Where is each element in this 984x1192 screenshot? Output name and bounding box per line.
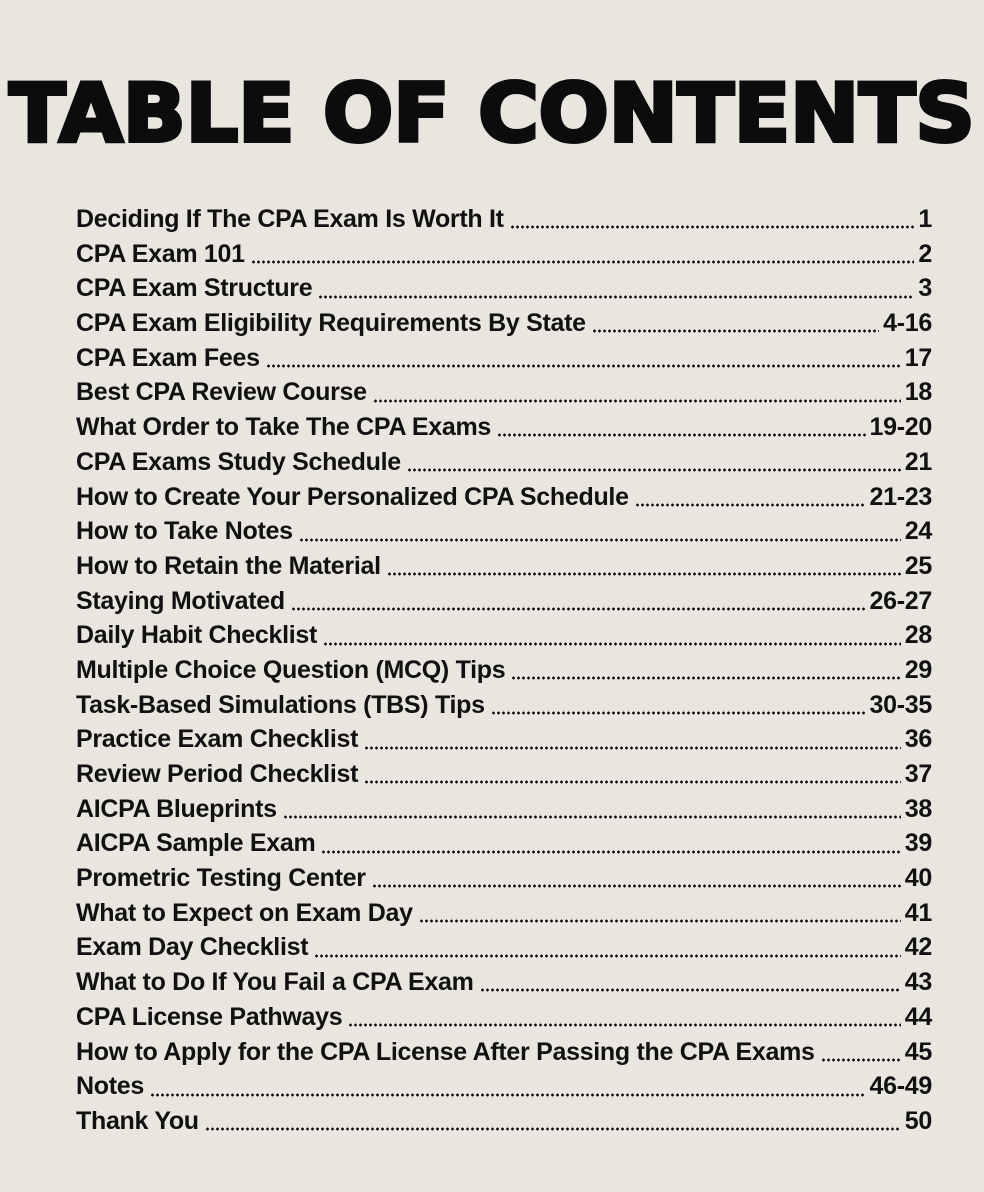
toc-entry-label: Staying Motivated	[76, 586, 285, 615]
toc-entry[interactable]	[76, 1104, 932, 1139]
toc-entry[interactable]	[76, 722, 932, 757]
toc-entry[interactable]	[76, 549, 932, 584]
toc-entry[interactable]	[76, 514, 932, 549]
toc-entry[interactable]	[76, 237, 932, 272]
dot-leader	[373, 399, 901, 403]
toc-entry-label: CPA Exam 101	[76, 239, 245, 268]
toc-entry-page: 43	[904, 968, 932, 997]
toc-entry-label: Deciding If The CPA Exam Is Worth It	[76, 205, 504, 233]
toc-entry-label: Best CPA Review Course	[76, 378, 367, 407]
toc-entry-label: CPA Exam Fees	[76, 343, 260, 372]
toc-entry[interactable]	[76, 445, 932, 480]
dot-leader	[299, 538, 901, 542]
toc-entry-label: What to Do If You Fail a CPA Exam	[76, 968, 474, 997]
toc-entry-page: 25	[904, 551, 932, 580]
toc-entry-label: CPA Exam Eligibility Requirements By State	[76, 309, 586, 338]
toc-entry-page: 1	[918, 205, 932, 233]
dot-leader	[491, 711, 866, 715]
toc-entry[interactable]	[76, 375, 932, 410]
dot-leader	[291, 607, 866, 611]
toc-entry[interactable]	[76, 202, 932, 237]
toc-entry-page: 17	[904, 343, 932, 372]
toc-entry[interactable]	[76, 653, 932, 688]
toc-entry[interactable]	[76, 306, 932, 341]
toc-entry-page: 24	[904, 517, 932, 546]
toc-entry[interactable]	[76, 930, 932, 965]
toc-entry-page: 30-35	[869, 690, 932, 719]
toc-entry-page: 46-49	[869, 1072, 932, 1101]
dot-leader	[348, 1023, 900, 1027]
dot-leader	[323, 642, 901, 646]
toc-entry[interactable]	[76, 410, 932, 445]
toc-entry-label: How to Apply for the CPA License After Passing the CPA Exams	[76, 1037, 815, 1066]
toc-entry-page: 37	[904, 760, 932, 788]
toc-entry[interactable]	[76, 1035, 932, 1070]
toc-entry[interactable]	[76, 757, 932, 792]
toc-entry-page: 18	[904, 378, 932, 407]
dot-leader	[635, 503, 866, 507]
dot-leader	[419, 919, 901, 923]
toc-entry-page: 26-27	[869, 586, 932, 615]
dot-leader	[511, 676, 900, 680]
toc-entry[interactable]	[76, 1000, 932, 1035]
dot-leader	[387, 572, 901, 576]
toc-entry-label: How to Retain the Material	[76, 551, 381, 580]
toc-entry-label: Review Period Checklist	[76, 760, 359, 788]
dot-leader	[407, 468, 901, 472]
dot-leader	[364, 780, 901, 784]
dot-leader	[251, 260, 915, 264]
dot-leader	[318, 295, 914, 299]
toc-entry[interactable]	[76, 896, 932, 931]
toc-entry-label: Notes	[76, 1072, 144, 1101]
toc-entry[interactable]	[76, 480, 932, 515]
toc-entry[interactable]	[76, 861, 932, 896]
toc-entry-label: How to Take Notes	[76, 517, 293, 546]
dot-leader	[592, 329, 879, 333]
toc-entry[interactable]	[76, 826, 932, 861]
toc-entry-page: 19-20	[869, 413, 932, 442]
toc-entry-page: 38	[904, 794, 932, 823]
toc-entry[interactable]	[76, 618, 932, 653]
toc-entry[interactable]	[76, 1069, 932, 1104]
toc-entry-page: 40	[904, 864, 932, 893]
toc-entry-label: Task-Based Simulations (TBS) Tips	[76, 690, 485, 719]
toc-entry-page: 39	[904, 829, 932, 858]
dot-leader	[497, 433, 866, 437]
dot-leader	[266, 364, 901, 368]
toc-entry[interactable]	[76, 965, 932, 1000]
dot-leader	[372, 884, 901, 888]
toc-entry-label: Multiple Choice Question (MCQ) Tips	[76, 655, 506, 684]
dot-leader	[283, 815, 901, 819]
toc-entry-page: 21	[904, 447, 932, 476]
toc-entry-page: 42	[904, 933, 932, 962]
toc-entry-page: 44	[904, 1002, 932, 1031]
toc-entry-label: Daily Habit Checklist	[76, 621, 318, 650]
dot-leader	[364, 746, 901, 750]
toc-entry-label: What to Expect on Exam Day	[76, 898, 413, 927]
toc-entry-page: 50	[904, 1106, 932, 1135]
toc-entry-page: 4-16	[883, 309, 932, 338]
toc-entry-label: Thank You	[76, 1106, 199, 1135]
dot-leader	[510, 225, 915, 229]
toc-entry-page: 2	[918, 239, 932, 268]
toc-entry[interactable]	[76, 688, 932, 723]
toc-entry-label: AICPA Blueprints	[76, 794, 277, 823]
toc-entry-label: CPA Exam Structure	[76, 274, 313, 303]
toc-entry[interactable]	[76, 341, 932, 376]
toc-entry-label: Prometric Testing Center	[76, 864, 366, 893]
toc-entry[interactable]	[76, 271, 932, 306]
toc-entry-label: CPA License Pathways	[76, 1002, 343, 1031]
toc-entry-label: How to Create Your Personalized CPA Schedule	[76, 482, 629, 511]
toc-entry-label: What Order to Take The CPA Exams	[76, 413, 492, 442]
toc-entry-page: 28	[904, 621, 932, 650]
toc-entry-label: Exam Day Checklist	[76, 933, 309, 962]
dot-leader	[480, 988, 901, 992]
dot-leader	[205, 1127, 901, 1131]
dot-leader	[321, 850, 900, 854]
page-title: TABLE OF CONTENTS	[9, 67, 975, 160]
toc-entry-label: CPA Exams Study Schedule	[76, 447, 401, 476]
toc-entry-page: 45	[904, 1037, 932, 1066]
toc-entry-page: 3	[918, 274, 932, 303]
toc-entry-page: 29	[904, 655, 932, 684]
dot-leader	[150, 1093, 866, 1097]
dot-leader	[821, 1058, 901, 1062]
toc-list	[76, 202, 932, 1139]
toc-entry-page: 36	[904, 725, 932, 754]
toc-entry[interactable]	[76, 792, 932, 827]
toc-entry-page: 41	[904, 898, 932, 927]
toc-entry-label: Practice Exam Checklist	[76, 725, 359, 754]
dot-leader	[314, 954, 901, 958]
toc-entry[interactable]	[76, 584, 932, 619]
toc-entry-label: AICPA Sample Exam	[76, 829, 316, 858]
toc-entry-page: 21-23	[869, 482, 932, 511]
